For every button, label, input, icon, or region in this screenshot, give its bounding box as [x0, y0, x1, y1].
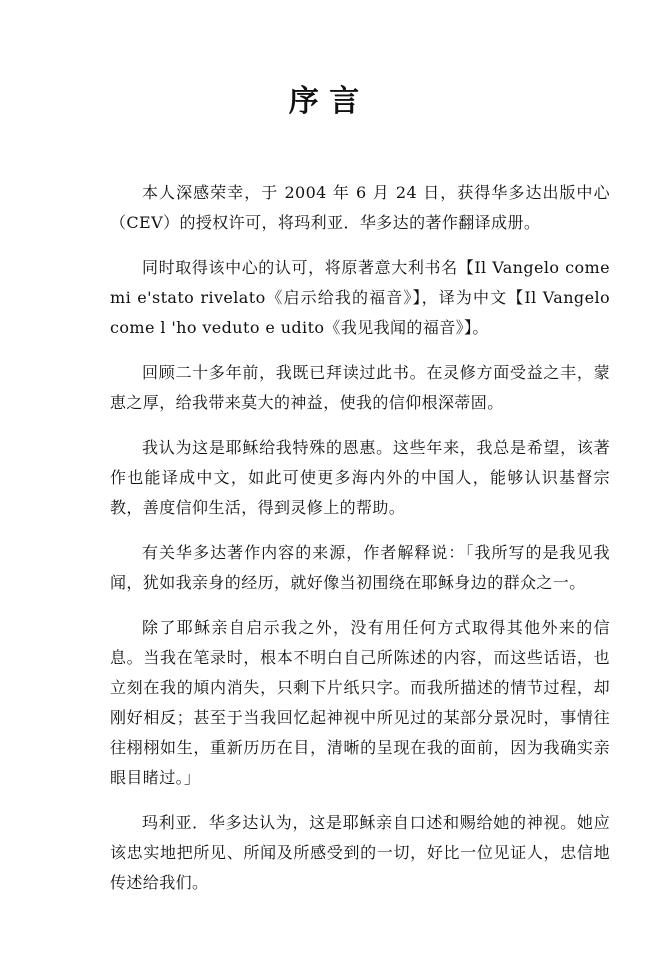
paragraph-1: 本人深感荣幸，于 2004 年 6 月 24 日，获得华多达出版中心（CEV）的授权许可，将玛利亚．华多达的著作翻译成册。	[110, 183, 610, 232]
body-text	[110, 178, 610, 913]
page-title: 序 言	[288, 84, 360, 119]
paragraph-4: 我认为这是耶稣给我特殊的恩惠。这些年来，我总是希望，该著作也能译成中文，如此可使更多海内外的中国人，能够认识基督宗教，善度信仰生活，得到灵修上的帮助。	[110, 438, 610, 517]
paragraph-3: 回顾二十多年前，我既已拜读过此书。在灵修方面受益之丰，蒙恵之厚，给我带来莫大的神益，使我的信仰根深蒂固。	[110, 363, 610, 412]
paragraph-5: 有关华多达著作内容的来源，作者解释说：「我所写的是我见我闻，犹如我亲身的经历，就好像当初围绕在耶稣身边的群众之一。	[110, 543, 610, 592]
paragraph-7: 玛利亚．华多达认为，这是耶稣亲自口述和赐给她的神视。她应该忠实地把所见、所闻及所感受到的一切，好比一位见证人，忠信地传述给我们。	[110, 813, 610, 892]
paragraph-6: 除了耶稣亲自启示我之外，没有用任何方式取得其他外来的信息。当我在笔录时，根本不明白自己所陈述的内容，而这些话语，也立刻在我的頄内消失，只剩下片纸只字。而我所描述的情节过程，却刚好相反；甚至于当我回忆起神视中所见过的某部分景况时，事情往往栩栩如生，重新历历在目，清晰的呈现在我的面前，因为我确实亲眼目睹过。」	[110, 618, 610, 787]
paragraph-2: 同时取得该中心的认可，将原著意大利书名【Il Vangelo come mi e'stato rivelato《启示给我的福音》】，译为中文【Il Vangelo come l 'ho veduto e udito《我见我闻的福音》】。	[110, 258, 610, 337]
